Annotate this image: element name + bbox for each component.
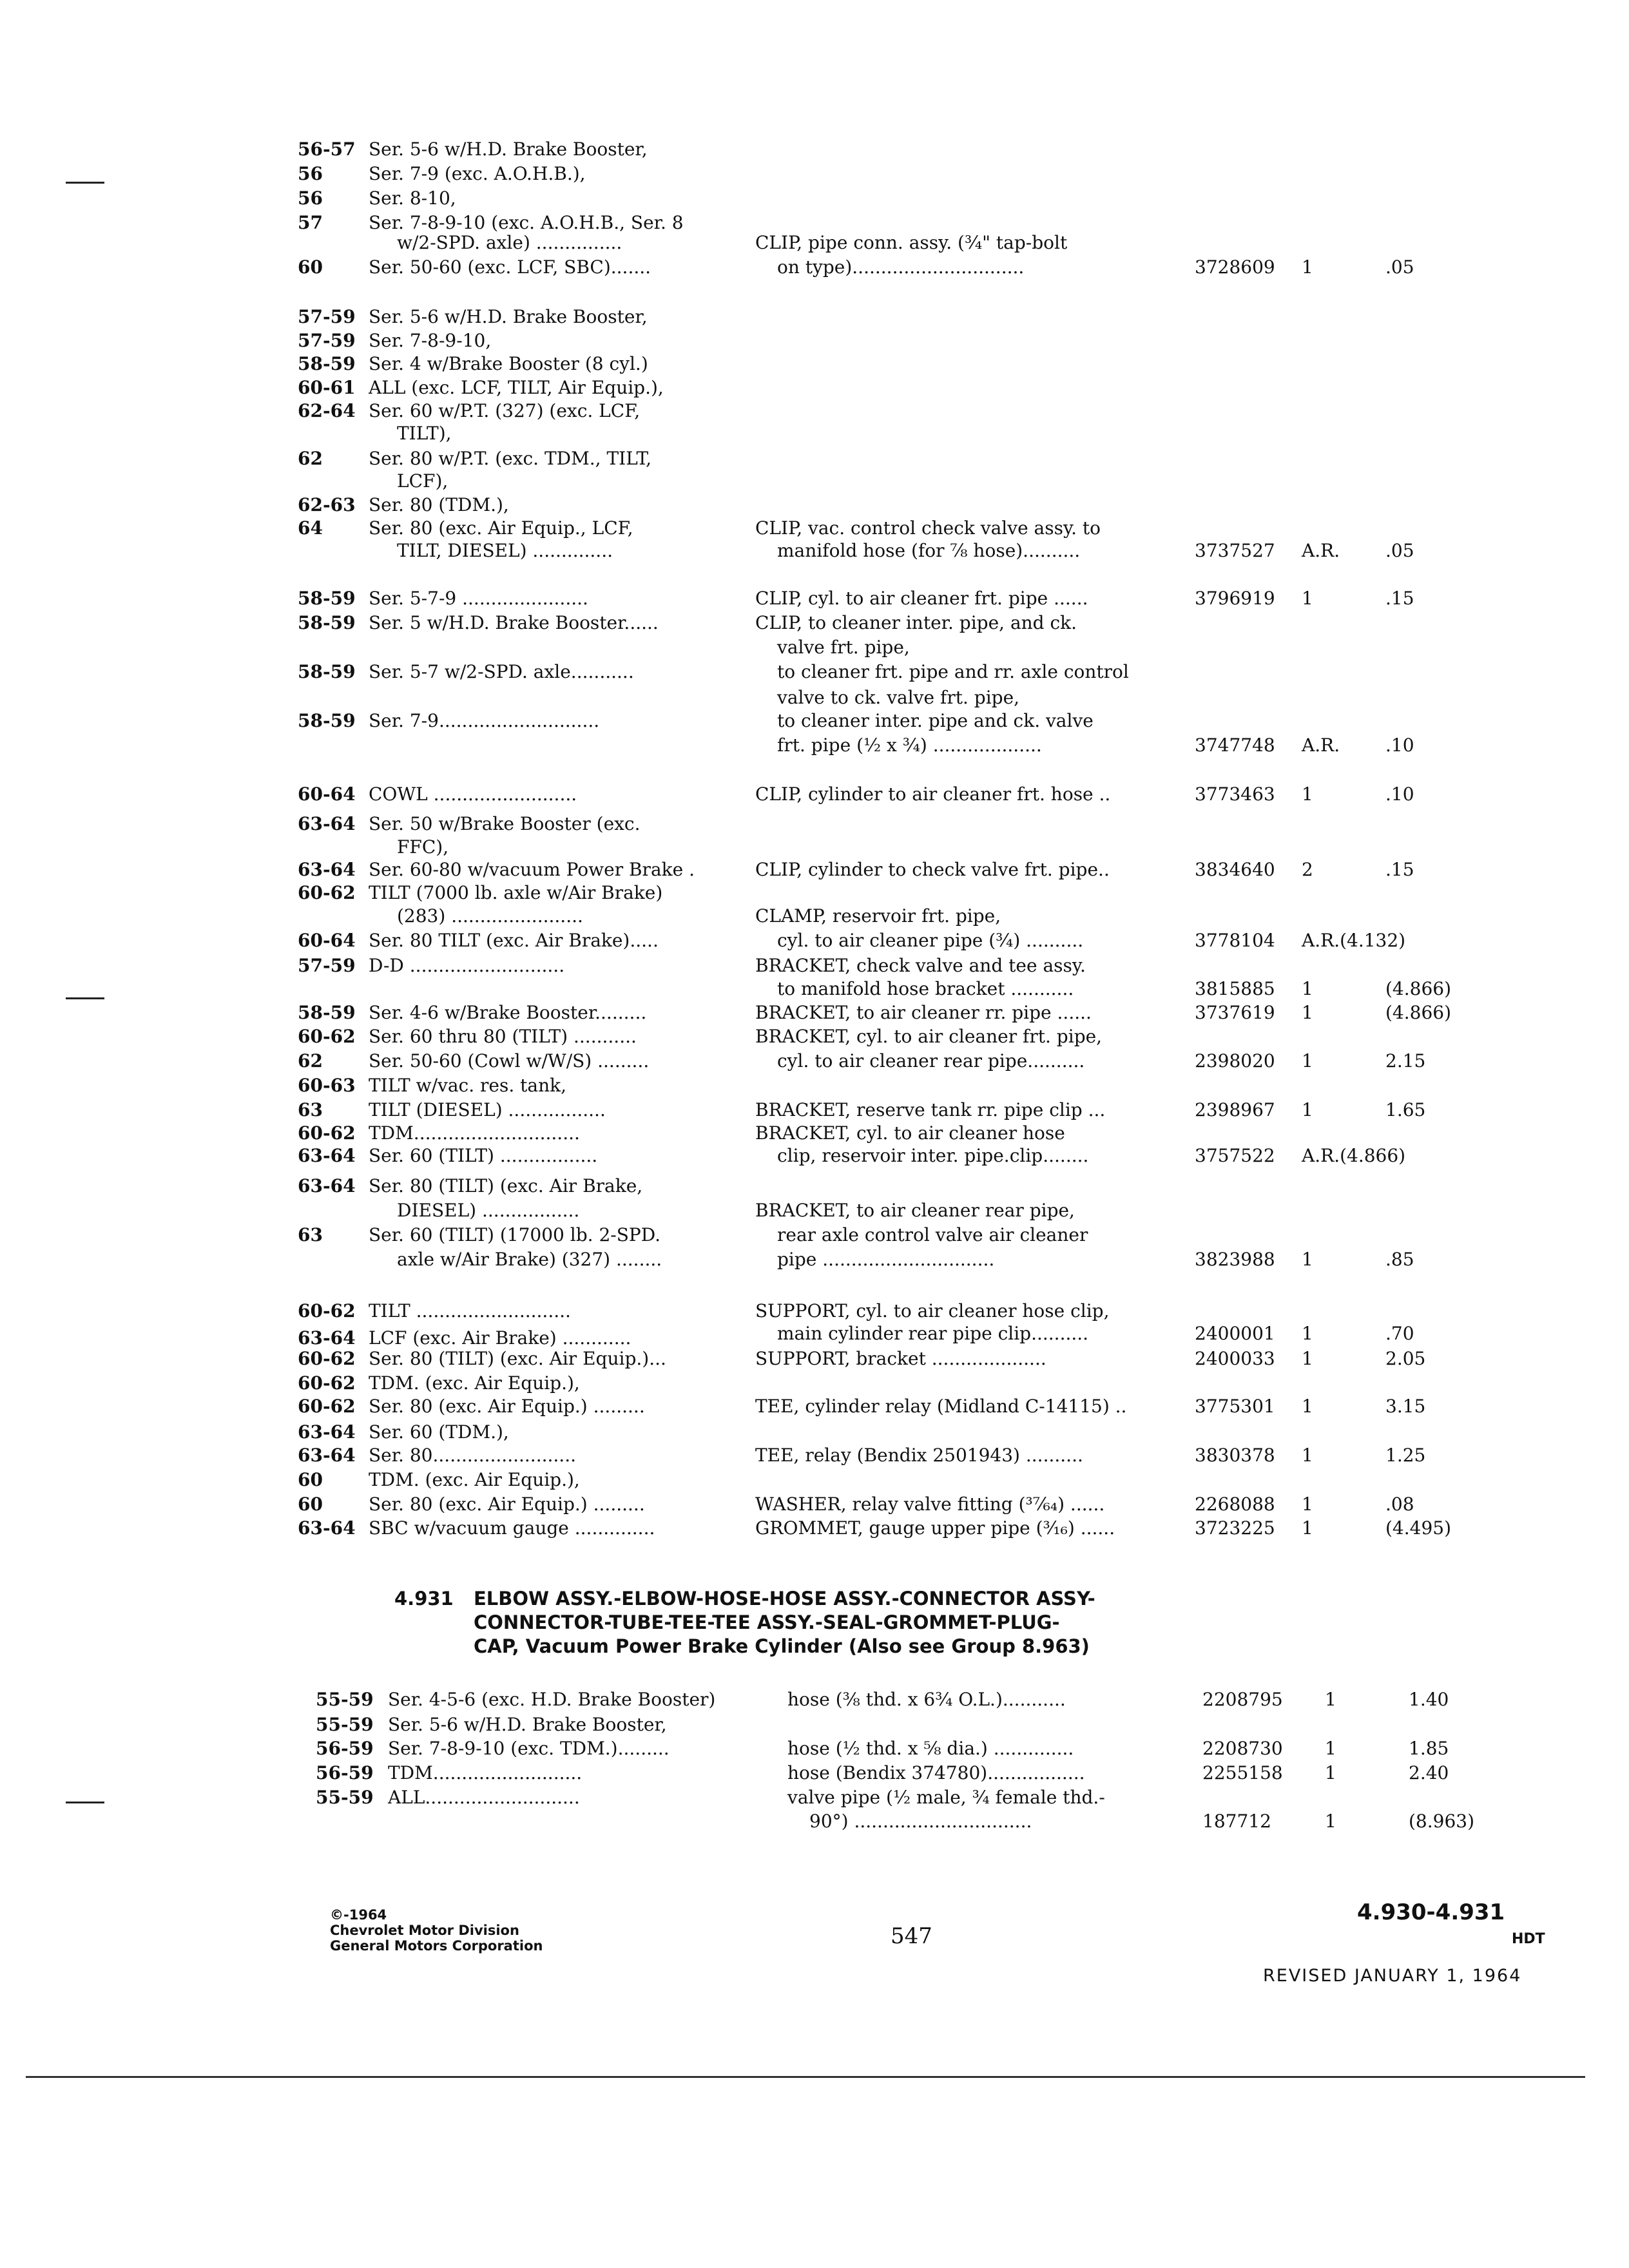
application: axle w/Air Brake) (327) ........ bbox=[397, 1249, 662, 1270]
quantity: 1 bbox=[1302, 1396, 1313, 1417]
application: TILT ........................... bbox=[369, 1300, 571, 1321]
part-description: SUPPORT, bracket .................... bbox=[755, 1348, 1046, 1369]
price: 2.40 bbox=[1409, 1762, 1449, 1783]
part-number: 2255158 bbox=[1202, 1762, 1283, 1783]
model-year: 58-59 bbox=[298, 588, 356, 609]
part-description: on type).............................. bbox=[777, 256, 1025, 278]
application: Ser. 80 TILT (exc. Air Brake)..... bbox=[369, 930, 659, 951]
part-description: valve pipe (½ male, ¾ female thd.- bbox=[787, 1787, 1105, 1808]
application: Ser. 80 w/P.T. (exc. TDM., TILT, bbox=[369, 448, 651, 469]
price: 1.40 bbox=[1409, 1689, 1449, 1710]
model-year: 58-59 bbox=[298, 612, 356, 633]
part-description: hose (½ thd. x ⅝ dia.) .............. bbox=[787, 1738, 1074, 1759]
quantity: 1 bbox=[1325, 1811, 1336, 1832]
quantity: A.R. bbox=[1302, 735, 1340, 756]
application: Ser. 7-8-9-10 (exc. A.O.H.B., Ser. 8 bbox=[369, 212, 684, 233]
part-number: 2400001 bbox=[1195, 1323, 1275, 1344]
model-year: 60-62 bbox=[298, 1348, 356, 1369]
application: Ser. 4-6 w/Brake Booster......... bbox=[369, 1002, 647, 1023]
application: ALL (exc. LCF, TILT, Air Equip.), bbox=[369, 377, 664, 398]
price: 1.25 bbox=[1385, 1445, 1426, 1466]
part-description: 90°) ............................... bbox=[809, 1811, 1032, 1832]
price: .70 bbox=[1385, 1323, 1414, 1344]
model-year: 55-59 bbox=[316, 1689, 374, 1710]
quantity: 1 bbox=[1302, 588, 1313, 609]
application: Ser. 80 (TILT) (exc. Air Equip.)... bbox=[369, 1348, 666, 1369]
part-number: 3747748 bbox=[1195, 735, 1275, 756]
application: Ser. 5-6 w/H.D. Brake Booster, bbox=[369, 306, 648, 327]
part-number: 2398967 bbox=[1195, 1099, 1275, 1120]
group-title-line3: CAP, Vacuum Power Brake Cylinder (Also see Group 8.963) bbox=[474, 1635, 1090, 1657]
application: ALL........................... bbox=[388, 1787, 580, 1808]
part-description: to manifold hose bracket ........... bbox=[777, 978, 1074, 999]
application: LCF), bbox=[397, 470, 448, 492]
part-number: 3796919 bbox=[1195, 588, 1275, 609]
part-description: BRACKET, reserve tank rr. pipe clip ... bbox=[755, 1099, 1106, 1120]
price: .85 bbox=[1385, 1249, 1414, 1270]
quantity: 1 bbox=[1302, 783, 1313, 805]
price: (4.866) bbox=[1385, 978, 1452, 999]
part-number: 3757522 bbox=[1195, 1145, 1275, 1166]
model-year: 63-64 bbox=[298, 1327, 356, 1349]
hdt-label: HDT bbox=[1512, 1931, 1545, 1947]
application: Ser. 7-9 (exc. A.O.H.B.), bbox=[369, 163, 586, 184]
price: .10 bbox=[1385, 735, 1414, 756]
punch-mark bbox=[66, 997, 104, 999]
quantity: 1 bbox=[1302, 1445, 1313, 1466]
part-description: to cleaner frt. pipe and rr. axle control bbox=[777, 661, 1129, 682]
part-description: cyl. to air cleaner pipe (¾) .......... bbox=[777, 930, 1084, 951]
application: Ser. 60 (TILT) (17000 lb. 2-SPD. bbox=[369, 1224, 661, 1245]
price: 1.65 bbox=[1385, 1099, 1426, 1120]
model-year: 56-57 bbox=[298, 139, 356, 160]
part-description: SUPPORT, cyl. to air cleaner hose clip, bbox=[755, 1300, 1110, 1321]
model-year: 57-59 bbox=[298, 955, 356, 976]
quantity: 1 bbox=[1325, 1762, 1336, 1783]
application: TDM. (exc. Air Equip.), bbox=[369, 1372, 580, 1394]
application: Ser. 5 w/H.D. Brake Booster...... bbox=[369, 612, 659, 633]
application: Ser. 50-60 (Cowl w/W/S) ......... bbox=[369, 1050, 650, 1072]
quantity: 1 bbox=[1302, 1002, 1313, 1023]
price: .10 bbox=[1385, 783, 1414, 805]
part-description: WASHER, relay valve fitting (³⁷⁄₆₄) ...... bbox=[755, 1494, 1105, 1515]
quantity: 1 bbox=[1325, 1738, 1336, 1759]
model-year: 62-64 bbox=[298, 400, 356, 421]
model-year: 56-59 bbox=[316, 1738, 374, 1759]
application: D-D ........................... bbox=[369, 955, 565, 976]
bottom-rule bbox=[26, 2076, 1585, 2078]
model-year: 63-64 bbox=[298, 1445, 356, 1466]
model-year: 63 bbox=[298, 1224, 323, 1245]
application: SBC w/vacuum gauge .............. bbox=[369, 1517, 655, 1539]
model-year: 58-59 bbox=[298, 1002, 356, 1023]
part-number: 3737619 bbox=[1195, 1002, 1275, 1023]
model-year: 63-64 bbox=[298, 1175, 356, 1196]
quantity: 1 bbox=[1325, 1689, 1336, 1710]
part-description: CLIP, pipe conn. assy. (¾" tap-bolt bbox=[755, 232, 1068, 253]
quantity: 1 bbox=[1302, 1494, 1313, 1515]
application: Ser. 7-8-9-10 (exc. TDM.)......... bbox=[388, 1738, 670, 1759]
application: Ser. 80 (exc. Air Equip., LCF, bbox=[369, 517, 633, 539]
quantity: 1 bbox=[1302, 256, 1313, 278]
application: Ser. 5-7-9 ...................... bbox=[369, 588, 588, 609]
quantity: A.R.(4.132) bbox=[1302, 930, 1406, 951]
application: COWL ......................... bbox=[369, 783, 577, 805]
price: .08 bbox=[1385, 1494, 1414, 1515]
application: TDM. (exc. Air Equip.), bbox=[369, 1469, 580, 1490]
punch-mark bbox=[66, 1802, 104, 1803]
model-year: 60 bbox=[298, 1494, 323, 1515]
application: TILT (7000 lb. axle w/Air Brake) bbox=[369, 882, 663, 903]
price: .05 bbox=[1385, 540, 1414, 561]
price: 2.05 bbox=[1385, 1348, 1426, 1369]
quantity: 1 bbox=[1302, 1249, 1313, 1270]
application: DIESEL) ................. bbox=[397, 1200, 580, 1221]
price: (4.495) bbox=[1385, 1517, 1452, 1539]
model-year: 60-62 bbox=[298, 1026, 356, 1047]
application: LCF (exc. Air Brake) ............ bbox=[369, 1327, 631, 1349]
application: (283) ....................... bbox=[397, 905, 583, 927]
quantity: 1 bbox=[1302, 1099, 1313, 1120]
application: Ser. 80 (exc. Air Equip.) ......... bbox=[369, 1396, 645, 1417]
part-description: clip, reservoir inter. pipe.clip........ bbox=[777, 1145, 1089, 1166]
model-year: 63-64 bbox=[298, 813, 356, 834]
application: Ser. 50-60 (exc. LCF, SBC)....... bbox=[369, 256, 651, 278]
application: Ser. 80......................... bbox=[369, 1445, 576, 1466]
model-year: 60-62 bbox=[298, 1396, 356, 1417]
model-year: 60-62 bbox=[298, 1372, 356, 1394]
application: Ser. 60-80 w/vacuum Power Brake . bbox=[369, 859, 695, 880]
part-description: hose (Bendix 374780)................. bbox=[787, 1762, 1085, 1783]
model-year: 60-64 bbox=[298, 783, 356, 805]
part-description: CLIP, cylinder to check valve frt. pipe.. bbox=[755, 859, 1110, 880]
part-number: 2208730 bbox=[1202, 1738, 1283, 1759]
part-description: TEE, cylinder relay (Midland C-14115) .. bbox=[755, 1396, 1127, 1417]
part-number: 3834640 bbox=[1195, 859, 1275, 880]
application: TILT w/vac. res. tank, bbox=[369, 1075, 566, 1096]
part-description: manifold hose (for ⅞ hose).......... bbox=[777, 540, 1081, 561]
application: Ser. 7-9............................ bbox=[369, 710, 600, 731]
model-year: 63 bbox=[298, 1099, 323, 1120]
model-year: 57 bbox=[298, 212, 323, 233]
part-description: CLIP, vac. control check valve assy. to bbox=[755, 517, 1101, 539]
price: .15 bbox=[1385, 859, 1414, 880]
part-number: 2400033 bbox=[1195, 1348, 1275, 1369]
model-year: 58-59 bbox=[298, 710, 356, 731]
application: TILT (DIESEL) ................. bbox=[369, 1099, 606, 1120]
application: Ser. 5-6 w/H.D. Brake Booster, bbox=[369, 139, 648, 160]
model-year: 63-64 bbox=[298, 1145, 356, 1166]
part-description: BRACKET, cyl. to air cleaner frt. pipe, bbox=[755, 1026, 1103, 1047]
application: Ser. 50 w/Brake Booster (exc. bbox=[369, 813, 641, 834]
application: Ser. 8-10, bbox=[369, 187, 456, 209]
group-title-line2: CONNECTOR-TUBE-TEE-TEE ASSY.-SEAL-GROMMET-PLUG- bbox=[474, 1611, 1060, 1633]
group-range: 4.930-4.931 bbox=[1357, 1899, 1505, 1925]
price: .05 bbox=[1385, 256, 1414, 278]
model-year: 58-59 bbox=[298, 661, 356, 682]
application: w/2-SPD. axle) ............... bbox=[397, 232, 622, 253]
price: (8.963) bbox=[1409, 1811, 1475, 1832]
application: Ser. 4 w/Brake Booster (8 cyl.) bbox=[369, 353, 648, 374]
model-year: 55-59 bbox=[316, 1787, 374, 1808]
part-description: hose (⅜ thd. x 6¾ O.L.)........... bbox=[787, 1689, 1066, 1710]
quantity: A.R. bbox=[1302, 540, 1340, 561]
copyright-corporation: General Motors Corporation bbox=[330, 1938, 543, 1954]
application: Ser. 5-6 w/H.D. Brake Booster, bbox=[388, 1714, 667, 1735]
part-number: 3737527 bbox=[1195, 540, 1275, 561]
model-year: 56-59 bbox=[316, 1762, 374, 1783]
model-year: 63-64 bbox=[298, 1421, 356, 1443]
quantity: 1 bbox=[1302, 1323, 1313, 1344]
part-description: CLAMP, reservoir frt. pipe, bbox=[755, 905, 1001, 927]
part-description: CLIP, cyl. to air cleaner frt. pipe ...... bbox=[755, 588, 1088, 609]
quantity: A.R.(4.866) bbox=[1302, 1145, 1406, 1166]
application: TILT, DIESEL) .............. bbox=[397, 540, 613, 561]
part-description: BRACKET, cyl. to air cleaner hose bbox=[755, 1122, 1065, 1144]
part-number: 3773463 bbox=[1195, 783, 1275, 805]
revised-date: REVISED JANUARY 1, 1964 bbox=[1263, 1966, 1522, 1986]
application: Ser. 80 (TILT) (exc. Air Brake, bbox=[369, 1175, 643, 1196]
part-description: rear axle control valve air cleaner bbox=[777, 1224, 1088, 1245]
quantity: 1 bbox=[1302, 1050, 1313, 1072]
part-description: CLIP, cylinder to air cleaner frt. hose .. bbox=[755, 783, 1111, 805]
application: TILT), bbox=[397, 423, 452, 444]
copyright-year: ©-1964 bbox=[330, 1907, 387, 1923]
part-description: TEE, relay (Bendix 2501943) .......... bbox=[755, 1445, 1083, 1466]
application: Ser. 7-8-9-10, bbox=[369, 330, 492, 351]
price: 3.15 bbox=[1385, 1396, 1426, 1417]
model-year: 57-59 bbox=[298, 330, 356, 351]
part-number: 3823988 bbox=[1195, 1249, 1275, 1270]
model-year: 62-63 bbox=[298, 494, 356, 515]
part-description: valve to ck. valve frt. pipe, bbox=[777, 687, 1020, 708]
model-year: 60-62 bbox=[298, 1122, 356, 1144]
part-number: 3728609 bbox=[1195, 256, 1275, 278]
application: Ser. 60 (TDM.), bbox=[369, 1421, 509, 1443]
model-year: 60-63 bbox=[298, 1075, 356, 1096]
part-description: main cylinder rear pipe clip.......... bbox=[777, 1323, 1089, 1344]
application: Ser. 60 w/P.T. (327) (exc. LCF, bbox=[369, 400, 641, 421]
quantity: 2 bbox=[1302, 859, 1313, 880]
price: .15 bbox=[1385, 588, 1414, 609]
part-number: 3830378 bbox=[1195, 1445, 1275, 1466]
application: TDM............................. bbox=[369, 1122, 580, 1144]
model-year: 62 bbox=[298, 1050, 323, 1072]
model-year: 64 bbox=[298, 517, 323, 539]
page-number: 547 bbox=[891, 1923, 932, 1949]
model-year: 60-62 bbox=[298, 882, 356, 903]
part-number: 3815885 bbox=[1195, 978, 1275, 999]
part-description: GROMMET, gauge upper pipe (³⁄₁₆) ...... bbox=[755, 1517, 1115, 1539]
application: Ser. 80 (exc. Air Equip.) ......... bbox=[369, 1494, 645, 1515]
part-number: 3778104 bbox=[1195, 930, 1275, 951]
model-year: 56 bbox=[298, 187, 323, 209]
group-number: 4.931 bbox=[394, 1588, 454, 1610]
part-number: 2398020 bbox=[1195, 1050, 1275, 1072]
application: TDM.......................... bbox=[388, 1762, 583, 1783]
part-description: cyl. to air cleaner rear pipe.......... bbox=[777, 1050, 1085, 1072]
application: Ser. 4-5-6 (exc. H.D. Brake Booster) bbox=[388, 1689, 716, 1710]
model-year: 60 bbox=[298, 256, 323, 278]
part-number: 3775301 bbox=[1195, 1396, 1275, 1417]
application: FFC), bbox=[397, 836, 449, 858]
model-year: 63-64 bbox=[298, 859, 356, 880]
model-year: 60-64 bbox=[298, 930, 356, 951]
application: Ser. 60 thru 80 (TILT) ........... bbox=[369, 1026, 637, 1047]
price: (4.866) bbox=[1385, 1002, 1452, 1023]
model-year: 60-61 bbox=[298, 377, 356, 398]
model-year: 58-59 bbox=[298, 353, 356, 374]
model-year: 56 bbox=[298, 163, 323, 184]
quantity: 1 bbox=[1302, 978, 1313, 999]
model-year: 62 bbox=[298, 448, 323, 469]
part-description: valve frt. pipe, bbox=[777, 637, 910, 658]
quantity: 1 bbox=[1302, 1348, 1313, 1369]
copyright-division: Chevrolet Motor Division bbox=[330, 1923, 519, 1938]
part-number: 2268088 bbox=[1195, 1494, 1275, 1515]
price: 2.15 bbox=[1385, 1050, 1426, 1072]
part-description: BRACKET, check valve and tee assy. bbox=[755, 955, 1086, 976]
model-year: 57-59 bbox=[298, 306, 356, 327]
part-description: CLIP, to cleaner inter. pipe, and ck. bbox=[755, 612, 1077, 633]
application: Ser. 60 (TILT) ................. bbox=[369, 1145, 598, 1166]
model-year: 60-62 bbox=[298, 1300, 356, 1321]
model-year: 55-59 bbox=[316, 1714, 374, 1735]
punch-mark bbox=[66, 182, 104, 184]
part-description: pipe .............................. bbox=[777, 1249, 995, 1270]
part-description: frt. pipe (½ x ¾) ................... bbox=[777, 735, 1042, 756]
model-year: 60 bbox=[298, 1469, 323, 1490]
application: Ser. 80 (TDM.), bbox=[369, 494, 509, 515]
part-description: BRACKET, to air cleaner rr. pipe ...... bbox=[755, 1002, 1092, 1023]
quantity: 1 bbox=[1302, 1517, 1313, 1539]
group-title-line1: ELBOW ASSY.-ELBOW-HOSE-HOSE ASSY.-CONNECTOR ASSY- bbox=[474, 1588, 1095, 1610]
part-number: 3723225 bbox=[1195, 1517, 1275, 1539]
model-year: 63-64 bbox=[298, 1517, 356, 1539]
part-number: 2208795 bbox=[1202, 1689, 1283, 1710]
application: Ser. 5-7 w/2-SPD. axle........... bbox=[369, 661, 634, 682]
part-description: to cleaner inter. pipe and ck. valve bbox=[777, 710, 1094, 731]
part-number: 187712 bbox=[1202, 1811, 1271, 1832]
price: 1.85 bbox=[1409, 1738, 1449, 1759]
part-description: BRACKET, to air cleaner rear pipe, bbox=[755, 1200, 1075, 1221]
